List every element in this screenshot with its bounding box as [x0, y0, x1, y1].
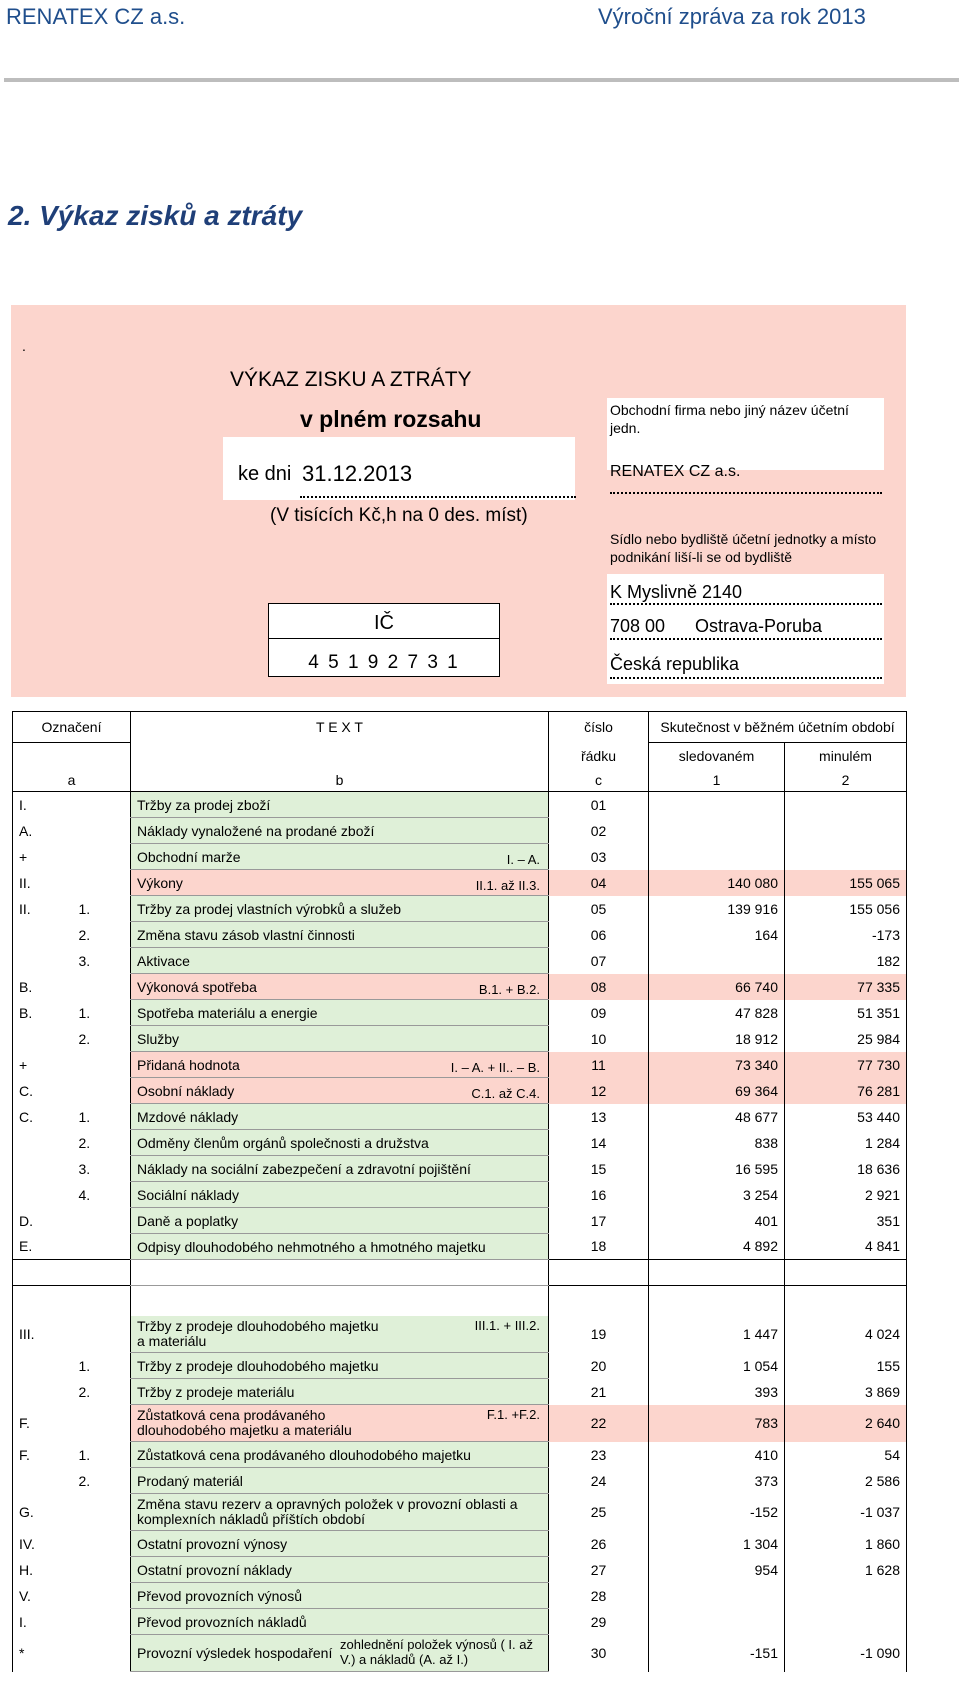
row-text-label: Tržby z prodeje dlouhodobého majetku a materiálu: [137, 1318, 379, 1349]
row-text-label: Ostatní provozní náklady: [137, 1561, 292, 1578]
row-number: 29: [590, 1613, 607, 1630]
row-previous-value: 18 636: [785, 1156, 907, 1182]
row-number: 26: [590, 1535, 607, 1552]
row-number: 16: [590, 1186, 607, 1203]
row-text-label: Provozní výsledek hospodaření: [137, 1644, 333, 1661]
table-row: [13, 818, 907, 844]
row-current-value: 66 740: [649, 974, 785, 1000]
table-row: [13, 1182, 907, 1208]
row-current-value: 410: [649, 1442, 785, 1468]
row-text-label: Zůstatková cena prodávaného dlouhodobého majetku a materiálu: [137, 1407, 352, 1438]
row-mark: +: [13, 1052, 73, 1078]
row-current-value: 48 677: [649, 1104, 785, 1130]
row-text-label: Obchodní marže: [137, 848, 241, 865]
row-current-value: 4 892: [649, 1234, 785, 1260]
row-current-value: -151: [649, 1635, 785, 1672]
row-text: [131, 818, 549, 844]
row-number: 10: [590, 1030, 607, 1047]
row-number: 11: [549, 1052, 649, 1078]
table-row: [13, 1026, 907, 1052]
ic-value: 4 5 1 9 2 7 3 1: [308, 652, 460, 673]
row-text-label: Aktivace: [137, 952, 190, 969]
row-submark: [73, 974, 131, 1000]
row-previous-value: 182: [785, 948, 907, 974]
row-current-value: 1 447: [649, 1316, 785, 1353]
row-number: 22: [549, 1405, 649, 1442]
row-text-label: Daně a poplatky: [137, 1212, 239, 1229]
row-current-value: 1 054: [649, 1353, 785, 1379]
row-number: 27: [590, 1561, 607, 1578]
row-current-value: 139 916: [649, 896, 785, 922]
col-header-rownum-2: řádku: [580, 747, 617, 764]
row-text-label: Osobní náklady: [137, 1082, 235, 1099]
row-number: 15: [590, 1160, 607, 1177]
row-submark: [73, 1052, 131, 1078]
table-row: [13, 1635, 907, 1672]
row-number: 17: [590, 1212, 607, 1229]
row-text: [131, 974, 549, 1000]
row-number: 23: [590, 1446, 607, 1463]
row-text: [131, 870, 549, 896]
form-subtitle: v plném rozsahu: [300, 406, 482, 432]
section-title: 2. Výkaz zisků a ztráty: [8, 200, 303, 231]
row-previous-value: 3 869: [785, 1379, 907, 1405]
row-current-value: [649, 844, 785, 870]
row-text-label: Změna stavu zásob vlastní činnosti: [137, 926, 355, 943]
row-text: [131, 1531, 549, 1557]
row-mark: H.: [13, 1557, 73, 1583]
col-header-current: sledovaném: [649, 743, 785, 770]
row-submark: 2.: [78, 1030, 91, 1047]
row-submark: [73, 1494, 131, 1531]
row-text: [131, 1468, 549, 1494]
row-previous-value: 155 065: [785, 870, 907, 896]
col-index-1: 1: [649, 769, 785, 792]
col-header-text: T E X T: [131, 712, 549, 743]
row-number: 28: [590, 1587, 607, 1604]
row-mark: I.: [13, 1609, 73, 1635]
row-mark: [13, 1026, 73, 1052]
row-current-value: 164: [649, 922, 785, 948]
table-row: [13, 1609, 907, 1635]
row-previous-value: [785, 1583, 907, 1609]
row-mark: II.: [13, 870, 73, 896]
row-submark: 1.: [78, 1108, 91, 1125]
row-text-label: Služby: [137, 1030, 180, 1047]
row-mark: [13, 1130, 73, 1156]
row-number: 02: [590, 822, 607, 839]
row-previous-value: 1 284: [785, 1130, 907, 1156]
row-text-label: Odpisy dlouhodobého nehmotného a hmotného majetku: [137, 1238, 486, 1255]
row-previous-value: 2 921: [785, 1182, 907, 1208]
row-text-label: Sociální náklady: [137, 1186, 239, 1203]
address-dotted-line: [610, 603, 882, 605]
row-mark: F.: [13, 1405, 73, 1442]
row-previous-value: 25 984: [785, 1026, 907, 1052]
row-number: 08: [549, 974, 649, 1000]
table-row: [13, 1000, 907, 1026]
row-text: [131, 1234, 549, 1260]
row-mark: F.: [13, 1442, 73, 1468]
row-mark: G.: [13, 1494, 73, 1531]
row-number: 06: [590, 926, 607, 943]
row-number: 18: [590, 1238, 607, 1255]
row-current-value: [649, 948, 785, 974]
form-title: VÝKAZ ZISKU A ZTRÁTY: [230, 368, 472, 391]
seat-label: Sídlo nebo bydliště účetní jednotky a místo podnikání liší-li se od bydliště: [610, 531, 877, 565]
row-previous-value: 1 628: [785, 1557, 907, 1583]
table-row: [13, 1130, 907, 1156]
row-number: 03: [590, 848, 607, 865]
row-text-label: Náklady vynaložené na prodané zboží: [137, 822, 375, 839]
row-number: 30: [590, 1645, 607, 1661]
row-text: [131, 922, 549, 948]
row-text-label: Tržby za prodej vlastních výrobků a služeb: [137, 900, 402, 917]
address-city: Ostrava-Poruba: [695, 616, 823, 636]
row-text: [131, 1104, 549, 1130]
row-text-label: Převod provozních výnosů: [137, 1587, 302, 1604]
row-previous-value: 54: [785, 1442, 907, 1468]
ic-divider: [268, 638, 500, 639]
row-text: [131, 1026, 549, 1052]
row-number: 04: [549, 870, 649, 896]
row-mark: IV.: [13, 1531, 73, 1557]
row-text: [131, 1353, 549, 1379]
row-text-label: Tržby za prodej zboží: [137, 796, 271, 813]
row-text-label: Tržby z prodeje dlouhodobého majetku: [137, 1357, 379, 1374]
row-previous-value: [785, 1609, 907, 1635]
row-submark: [73, 1405, 131, 1442]
row-submark: [73, 1531, 131, 1557]
row-submark: 1.: [78, 1357, 91, 1374]
row-text: [131, 948, 549, 974]
row-number: 24: [590, 1472, 607, 1489]
row-text-label: Výkony: [137, 874, 183, 891]
row-current-value: 401: [649, 1208, 785, 1234]
row-submark: [73, 818, 131, 844]
row-formula: zohlednění položek výnosů ( I. až V.) a nákladů (A. až I.): [340, 1637, 533, 1667]
table-row: [13, 1557, 907, 1583]
row-submark: [73, 1583, 131, 1609]
table-row: [13, 1494, 907, 1531]
row-previous-value: [785, 818, 907, 844]
row-text: [131, 1635, 549, 1672]
row-formula: I. – A. + II.. – B.: [450, 1060, 540, 1075]
row-text-label: Změna stavu rezerv a opravných položek v provozní oblasti a komplexních nákladů příštích období: [137, 1496, 518, 1527]
row-previous-value: 4 841: [785, 1234, 907, 1260]
income-statement-table: [12, 711, 907, 1672]
form-dot: .: [22, 338, 26, 354]
row-previous-value: -1 037: [785, 1494, 907, 1531]
row-submark: [73, 1557, 131, 1583]
units-note: (V tisících Kč,h na 0 des. míst): [270, 505, 528, 526]
row-current-value: 393: [649, 1379, 785, 1405]
address-zip: 708 00: [610, 616, 666, 636]
table-row: [13, 1468, 907, 1494]
row-submark: 3.: [78, 952, 91, 969]
row-mark: [13, 1156, 73, 1182]
row-mark: III.: [13, 1316, 73, 1353]
row-text-label: Tržby z prodeje materiálu: [137, 1383, 295, 1400]
row-text-label: Mzdové náklady: [137, 1108, 239, 1125]
col-index-b: b: [131, 769, 549, 792]
table-row: [13, 1379, 907, 1405]
row-text-label: Ostatní provozní výnosy: [137, 1535, 288, 1552]
table-row: [13, 896, 907, 922]
row-submark: 2.: [78, 1383, 91, 1400]
table-spacer: [13, 1286, 907, 1317]
row-current-value: 838: [649, 1130, 785, 1156]
table-row: [13, 1104, 907, 1130]
col-index-2: 2: [785, 769, 907, 792]
col-header-rownum: číslo: [549, 712, 649, 743]
row-previous-value: [785, 844, 907, 870]
row-mark: E.: [13, 1234, 73, 1260]
row-number: 05: [590, 900, 607, 917]
table-row: [13, 1531, 907, 1557]
table-row: [13, 870, 907, 896]
row-previous-value: 1 860: [785, 1531, 907, 1557]
row-submark: 1.: [78, 1446, 91, 1463]
row-previous-value: 76 281: [785, 1078, 907, 1104]
row-text: [131, 1583, 549, 1609]
row-current-value: 73 340: [649, 1052, 785, 1078]
table-row: [13, 844, 907, 870]
row-text-label: Odměny členům orgánů společnosti a družstva: [137, 1134, 429, 1151]
table-row: [13, 1442, 907, 1468]
row-submark: [73, 870, 131, 896]
row-text-label: Náklady na sociální zabezpečení a zdravotní pojištění: [137, 1160, 471, 1177]
header-report-title: Výroční zpráva za rok 2013: [598, 4, 866, 29]
row-text: [131, 896, 549, 922]
row-previous-value: 2 640: [785, 1405, 907, 1442]
row-number: 25: [590, 1504, 607, 1520]
row-mark: +: [13, 844, 73, 870]
row-mark: I.: [13, 792, 73, 818]
row-current-value: 18 912: [649, 1026, 785, 1052]
row-mark: II.: [13, 896, 73, 922]
row-previous-value: 51 351: [785, 1000, 907, 1026]
row-previous-value: -173: [785, 922, 907, 948]
row-text: [131, 1000, 549, 1026]
row-current-value: 954: [649, 1557, 785, 1583]
row-mark: V.: [13, 1583, 73, 1609]
row-current-value: [649, 1609, 785, 1635]
row-previous-value: 155: [785, 1353, 907, 1379]
row-previous-value: 77 730: [785, 1052, 907, 1078]
row-formula: B.1. + B.2.: [478, 982, 540, 997]
row-text: [131, 1156, 549, 1182]
row-submark: 4.: [78, 1186, 91, 1203]
row-submark: 2.: [78, 1472, 91, 1489]
table-row: [13, 974, 907, 1000]
table-row: [13, 1078, 907, 1104]
row-current-value: 3 254: [649, 1182, 785, 1208]
row-number: 20: [590, 1357, 607, 1374]
date-dotted-line: [300, 496, 576, 498]
row-submark: [73, 1316, 131, 1353]
row-text: [131, 1379, 549, 1405]
firm-name: RENATEX CZ a.s.: [610, 463, 741, 480]
row-previous-value: -1 090: [785, 1635, 907, 1672]
col-header-previous: minulém: [785, 743, 907, 770]
row-submark: [73, 1609, 131, 1635]
row-formula: II.1. až II.3.: [475, 878, 540, 893]
row-submark: 1.: [78, 900, 91, 917]
row-text: [131, 844, 549, 870]
header-company: RENATEX CZ a.s.: [6, 4, 186, 29]
row-submark: [73, 1078, 131, 1104]
row-text: [131, 1557, 549, 1583]
row-text: [131, 1052, 549, 1078]
firm-dotted-line: [610, 492, 882, 494]
row-submark: [73, 844, 131, 870]
row-previous-value: 351: [785, 1208, 907, 1234]
row-current-value: -152: [649, 1494, 785, 1531]
date-value: 31.12.2013: [302, 461, 413, 486]
row-text: [131, 1494, 549, 1531]
row-text-label: Přidaná hodnota: [137, 1056, 240, 1073]
row-previous-value: 77 335: [785, 974, 907, 1000]
address-dotted-line: [610, 638, 882, 640]
row-previous-value: 4 024: [785, 1316, 907, 1353]
row-current-value: 16 595: [649, 1156, 785, 1182]
row-text: [131, 1405, 549, 1442]
address-street: K Myslivně 2140: [610, 582, 743, 602]
row-mark: C.: [13, 1078, 73, 1104]
row-current-value: 373: [649, 1468, 785, 1494]
row-mark: B.: [13, 974, 73, 1000]
row-mark: [13, 1353, 73, 1379]
address-country: Česká republika: [610, 654, 740, 674]
ic-label: IČ: [374, 612, 394, 634]
row-mark: A.: [13, 818, 73, 844]
row-mark: [13, 1182, 73, 1208]
row-text: [131, 1442, 549, 1468]
table-row: [13, 792, 907, 818]
row-number: 07: [590, 952, 607, 969]
row-current-value: 47 828: [649, 1000, 785, 1026]
row-formula: C.1. až C.4.: [471, 1086, 540, 1101]
row-mark: *: [13, 1635, 73, 1672]
row-text-label: Převod provozních nákladů: [137, 1613, 307, 1630]
row-submark: 2.: [78, 1134, 91, 1151]
row-mark: B.: [13, 1000, 73, 1026]
table-row: [13, 1353, 907, 1379]
row-number: 13: [590, 1108, 607, 1125]
table-row: [13, 1316, 907, 1353]
row-number: 14: [590, 1134, 607, 1151]
table-row: [13, 1405, 907, 1442]
header-divider: [4, 78, 959, 82]
row-submark: 1.: [78, 1004, 91, 1021]
row-mark: D.: [13, 1208, 73, 1234]
table-row: [13, 1052, 907, 1078]
row-text-label: Zůstatková cena prodávaného dlouhodobého majetku: [137, 1446, 471, 1463]
row-text: [131, 792, 549, 818]
row-formula: F.1. +F.2.: [486, 1407, 540, 1422]
row-mark: C.: [13, 1104, 73, 1130]
row-mark: [13, 1379, 73, 1405]
row-current-value: [649, 1583, 785, 1609]
row-text-label: Výkonová spotřeba: [137, 978, 257, 995]
row-text: [131, 1078, 549, 1104]
row-number: 09: [590, 1004, 607, 1021]
row-current-value: 69 364: [649, 1078, 785, 1104]
row-previous-value: 2 586: [785, 1468, 907, 1494]
table-spacer: [13, 1260, 907, 1286]
row-formula: I. – A.: [506, 852, 540, 867]
row-current-value: 140 080: [649, 870, 785, 896]
table-row: [13, 1156, 907, 1182]
row-text: [131, 1130, 549, 1156]
row-number: 19: [590, 1326, 607, 1343]
row-previous-value: 53 440: [785, 1104, 907, 1130]
row-mark: [13, 948, 73, 974]
row-current-value: 1 304: [649, 1531, 785, 1557]
row-number: 01: [590, 796, 607, 813]
row-text-label: Spotřeba materiálu a energie: [137, 1004, 318, 1021]
table-row: [13, 1583, 907, 1609]
row-current-value: [649, 792, 785, 818]
table-row: [13, 1234, 907, 1260]
table-row: [13, 1208, 907, 1234]
col-index-a: a: [13, 769, 131, 792]
address-dotted-line: [610, 677, 882, 679]
row-number: 21: [590, 1383, 607, 1400]
firm-label: Obchodní firma nebo jiný název účetní jedn.: [610, 402, 849, 436]
row-submark: 2.: [78, 926, 91, 943]
row-text: [131, 1208, 549, 1234]
row-submark: [73, 1635, 131, 1672]
row-current-value: 783: [649, 1405, 785, 1442]
row-submark: [73, 792, 131, 818]
row-current-value: [649, 818, 785, 844]
row-submark: [73, 1234, 131, 1260]
table-row: [13, 948, 907, 974]
table-row: [13, 922, 907, 948]
row-number: 12: [549, 1078, 649, 1104]
row-formula: III.1. + III.2.: [474, 1318, 540, 1333]
col-header-period: Skutečnost v běžném účetním období: [649, 712, 907, 743]
row-text-label: Prodaný materiál: [137, 1472, 243, 1489]
row-submark: [73, 1208, 131, 1234]
row-submark: 3.: [78, 1160, 91, 1177]
row-previous-value: [785, 792, 907, 818]
col-index-c: c: [549, 769, 649, 792]
row-text: [131, 1609, 549, 1635]
row-mark: [13, 922, 73, 948]
date-label: ke dni: [238, 463, 292, 485]
row-previous-value: 155 056: [785, 896, 907, 922]
row-text: [131, 1182, 549, 1208]
row-text: [131, 1316, 549, 1353]
row-mark: [13, 1468, 73, 1494]
col-header-mark: Označení: [13, 712, 131, 743]
